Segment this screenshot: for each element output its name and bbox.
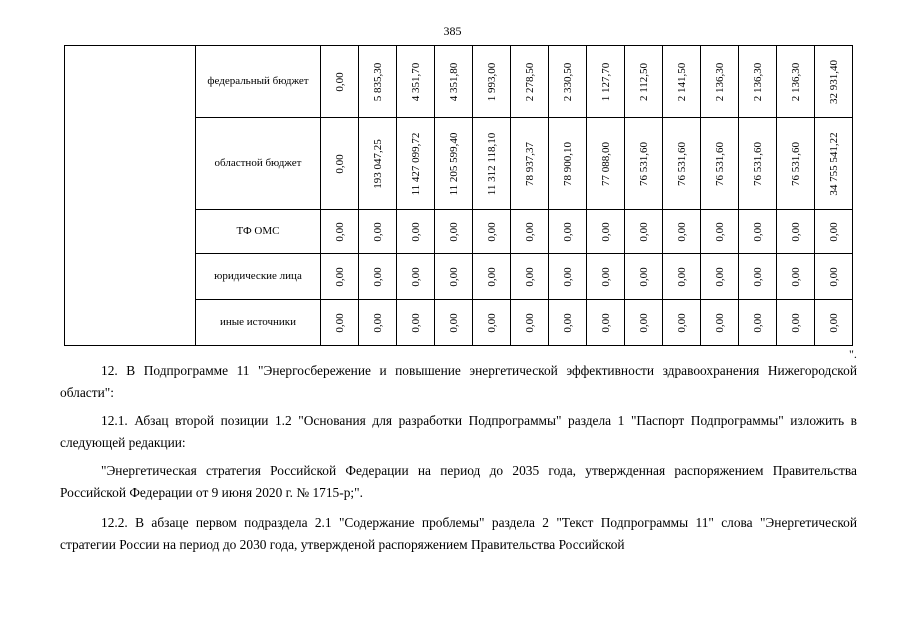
cell-value: 34 755 541,22 [827,131,840,196]
table-cell [511,300,549,346]
cell-value: 0,00 [447,312,460,333]
cell-value: 0,00 [637,266,650,287]
cell-value: 0,00 [485,266,498,287]
cell-value: 0,00 [523,266,536,287]
cell-value: 76 531,60 [713,141,726,186]
table-cell [397,254,435,300]
cell-value: 11 205 599,40 [447,132,460,195]
cell-value: 0,00 [485,221,498,242]
cell-value: 1 993,00 [485,62,498,101]
table-cell [473,46,511,118]
cell-value: 2 278,50 [523,62,536,101]
table-cell [549,46,587,118]
table-cell [435,118,473,210]
table-cell [511,210,549,254]
cell-value: 0,00 [827,266,840,287]
cell-value: 0,00 [333,221,346,242]
cell-value: 2 136,30 [789,62,802,101]
cell-value: 0,00 [675,312,688,333]
table-cell [777,300,815,346]
table-cell [625,118,663,210]
cell-value: 78 900,10 [561,141,574,186]
table-cell [435,46,473,118]
table-cell [777,254,815,300]
table-cell [473,254,511,300]
page-number: 385 [443,24,462,38]
table-cell [549,254,587,300]
cell-value: 0,00 [713,221,726,242]
cell-value: 4 351,70 [409,62,422,101]
table-cell [739,300,777,346]
cell-value: 76 531,60 [637,141,650,186]
table-cell [739,254,777,300]
cell-value: 76 531,60 [789,141,802,186]
cell-value: 2 136,30 [751,62,764,101]
table-cell [549,300,587,346]
cell-value: 0,00 [713,312,726,333]
cell-value: 0,00 [713,266,726,287]
table-cell [397,118,435,210]
cell-value: 0,00 [371,266,384,287]
paragraph-12-1: 12.1. Абзац второй позиции 1.2 "Основания для разработки Подпрограммы" раздела 1 "Паспорт Подпрограммы" изложить в следующей редакции: [60,413,857,450]
table-cell [815,300,853,346]
cell-value: 0,00 [599,221,612,242]
table-cell [663,254,701,300]
table-cell [739,118,777,210]
table-cell [815,118,853,210]
cell-value: 5 835,30 [371,62,384,101]
cell-value: 0,00 [409,312,422,333]
cell-value: 11 427 099,72 [409,132,422,195]
table-cell [511,118,549,210]
table-cell [777,46,815,118]
cell-value: 11 312 118,10 [485,132,498,195]
table-cell [321,118,359,210]
table-cell [701,210,739,254]
funding-source-label: ТФ ОМС [196,210,321,254]
table-cell [435,254,473,300]
cell-value: 2 330,50 [561,62,574,101]
cell-value: 0,00 [827,221,840,242]
table-cell [701,300,739,346]
cell-value: 0,00 [561,312,574,333]
table-cell [359,254,397,300]
table-cell [663,300,701,346]
table-cell [701,254,739,300]
cell-value: 2 141,50 [675,62,688,101]
paragraph-12-2: 12.2. В абзаце первом подраздела 2.1 "Содержание проблемы" раздела 2 "Текст Подпрограммы 11" слова "Энергетической стратегии России на период до 2030 года, утвержденой распоряжением Правительства Российской [60,515,857,552]
cell-value: 0,00 [751,266,764,287]
table-cell [435,210,473,254]
table-cell [663,210,701,254]
cell-value: 0,00 [523,312,536,333]
table-cell [663,118,701,210]
cell-value: 0,00 [599,312,612,333]
table-cell [473,300,511,346]
cell-value: 0,00 [523,221,536,242]
cell-value: 0,00 [789,266,802,287]
table-cell [587,46,625,118]
cell-value: 0,00 [827,312,840,333]
table-cell [663,46,701,118]
funding-source-label: юридические лица [196,254,321,300]
cell-value: 0,00 [371,221,384,242]
funding-source-label: федеральный бюджет [196,46,321,118]
table-row [65,46,853,118]
table-cell [397,210,435,254]
table-cell [625,254,663,300]
cell-value: 2 112,50 [637,62,650,101]
cell-value: 0,00 [485,312,498,333]
cell-value: 0,00 [447,221,460,242]
cell-value: 0,00 [751,221,764,242]
table-cell [321,46,359,118]
table-cell [815,254,853,300]
table-cell [701,46,739,118]
table-cell [625,46,663,118]
table-cell [435,300,473,346]
cell-value: 0,00 [561,266,574,287]
table-cell [815,46,853,118]
funding-source-label: иные источники [196,300,321,346]
table-cell [321,300,359,346]
cell-value: 4 351,80 [447,62,460,101]
funding-source-label: областной бюджет [196,118,321,210]
cell-value: 0,00 [637,221,650,242]
table-cell [587,210,625,254]
closing-quote: ". [849,347,857,361]
cell-value: 2 136,30 [713,62,726,101]
budget-table [64,45,853,346]
cell-value: 193 047,25 [371,138,384,189]
cell-value: 0,00 [333,153,346,174]
table-cell [359,300,397,346]
table-cell [359,46,397,118]
cell-value: 0,00 [409,266,422,287]
cell-value: 0,00 [599,266,612,287]
cell-value: 0,00 [789,221,802,242]
table-cell [359,118,397,210]
table-cell [397,46,435,118]
cell-value: 0,00 [371,312,384,333]
cell-value: 0,00 [675,221,688,242]
table-cell [815,210,853,254]
cell-value: 76 531,60 [751,141,764,186]
table-cell [625,210,663,254]
table-cell [397,300,435,346]
cell-value: 1 127,70 [599,62,612,101]
table-cell [625,300,663,346]
table-blank-cell [65,46,196,346]
cell-value: 0,00 [675,266,688,287]
cell-value: 76 531,60 [675,141,688,186]
table-cell [549,210,587,254]
cell-value: 0,00 [447,266,460,287]
table-cell [321,210,359,254]
paragraph-12: 12. В Подпрограмме 11 "Энергосбережение и повышение энергетической эффективности здравоохранения Нижегородской области": [60,363,857,400]
cell-value: 0,00 [751,312,764,333]
cell-value: 0,00 [637,312,650,333]
table-cell [739,46,777,118]
table-cell [701,118,739,210]
table-cell [511,46,549,118]
cell-value: 0,00 [409,221,422,242]
table-cell [739,210,777,254]
cell-value: 0,00 [333,71,346,92]
cell-value: 0,00 [333,312,346,333]
cell-value: 0,00 [561,221,574,242]
cell-value: 0,00 [333,266,346,287]
paragraph-quote: "Энергетическая стратегия Российской Федерации на период до 2035 года, утвержденная распоряжением Правительства Российской Федерации от 9 июня 2020 г. № 1715-р;". [60,463,857,500]
table-cell [587,118,625,210]
cell-value: 32 931,40 [827,59,840,104]
table-cell [321,254,359,300]
table-cell [777,118,815,210]
table-cell [777,210,815,254]
table-cell [587,300,625,346]
table-cell [359,210,397,254]
table-cell [473,118,511,210]
cell-value: 0,00 [789,312,802,333]
cell-value: 78 937,37 [523,141,536,186]
table-cell [549,118,587,210]
table-cell [511,254,549,300]
cell-value: 77 088,00 [599,141,612,186]
table-cell [587,254,625,300]
table-cell [473,210,511,254]
